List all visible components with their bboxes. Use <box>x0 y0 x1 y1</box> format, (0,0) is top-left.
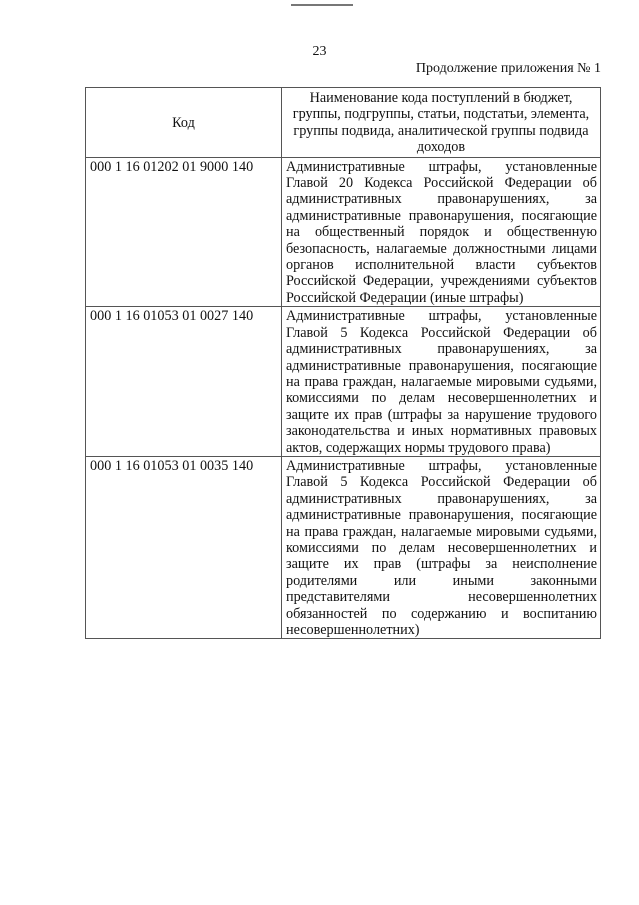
revenue-code-cell: 000 1 16 01053 01 0027 140 <box>86 307 282 457</box>
table-row <box>86 456 601 638</box>
revenue-codes-table <box>85 87 601 639</box>
table-header-row <box>86 88 601 158</box>
page-number: 23 <box>312 44 327 59</box>
revenue-code-cell: 000 1 16 01202 01 9000 140 <box>86 157 282 307</box>
revenue-code-cell: 000 1 16 01053 01 0035 140 <box>86 456 282 638</box>
appendix-continuation-label: Продолжение приложения № 1 <box>415 61 601 76</box>
top-edge-mark <box>291 0 353 6</box>
revenue-name-cell: Административные штрафы, установленные Главой 5 Кодекса Российской Федерации об административных правонарушениях, за административные правонарушения, посягающие на права граждан, налагаемые мировыми судьями, комиссиями по делам несовершеннолетних и защите их прав (штрафы за неисполнение родителями или иными законными представителями несовершеннолетних обязанностей по содержанию и воспитанию несовершеннолетних) <box>282 456 601 638</box>
column-header-code: Код <box>86 88 282 158</box>
table-row <box>86 157 601 307</box>
table-row <box>86 307 601 457</box>
revenue-name-cell: Административные штрафы, установленные Главой 5 Кодекса Российской Федерации об административных правонарушениях, за административные правонарушения, посягающие на права граждан, налагаемые мировыми судьями, комиссиями по делам несовершеннолетних и защите их прав (штрафы за нарушение трудового законодательства и иных нормативных правовых актов, содержащих нормы трудового права) <box>282 307 601 457</box>
revenue-name-cell: Административные штрафы, установленные Главой 20 Кодекса Российской Федерации об административных правонарушениях, за административные правонарушения, посягающие на общественный порядок и общественную безопасность, налагаемые должностными лицами органов исполнительной власти субъектов Российской Федерации, учреждениями субъектов Российской Федерации (иные штрафы) <box>282 157 601 307</box>
column-header-name: Наименование кода поступлений в бюджет, группы, подгруппы, статьи, подстатьи, элемента, группы подвида, аналитической группы подвида доходов <box>282 88 601 158</box>
